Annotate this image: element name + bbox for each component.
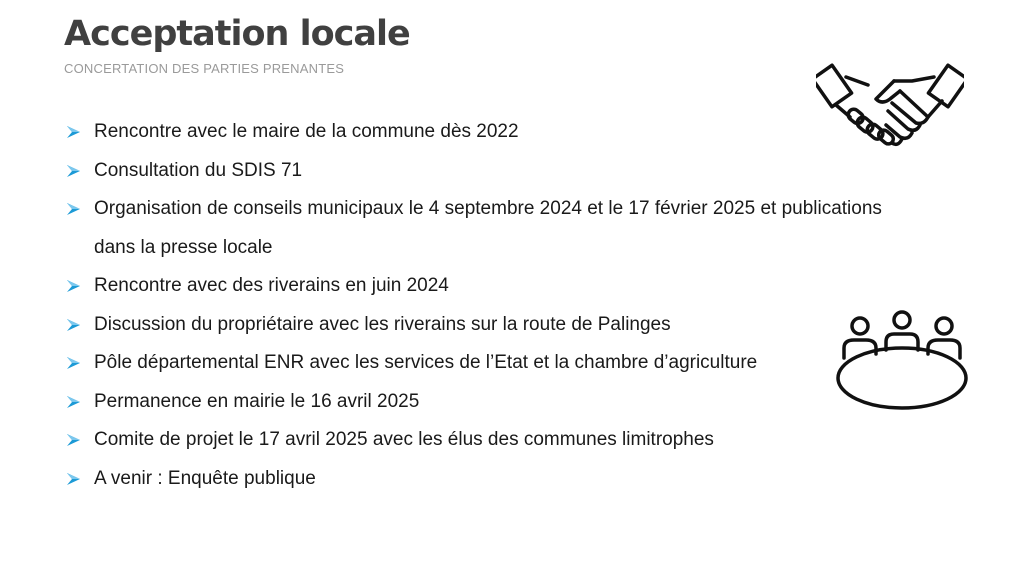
bullet-arrow-icon: [66, 125, 82, 139]
bullet-item: [66, 152, 886, 191]
bullet-item: [66, 344, 886, 383]
bullet-text: A venir : Enquête publique: [94, 467, 316, 489]
bullet-arrow-icon: [66, 164, 82, 178]
bullet-arrow-icon: [66, 356, 82, 370]
bullet-item: [66, 421, 886, 460]
bullet-list: [66, 113, 886, 498]
bullet-text: Consultation du SDIS 71: [94, 159, 303, 181]
bullet-item: [66, 267, 886, 306]
bullet-item: [66, 460, 886, 499]
bullet-item: [66, 306, 886, 345]
bullet-arrow-icon: [66, 472, 82, 486]
bullet-text: Discussion du propriétaire avec les riverains sur la route de Palinges: [94, 313, 671, 335]
bullet-text: Comite de projet le 17 avril 2025 avec les élus des communes limitrophes: [94, 429, 714, 450]
bullet-item: [66, 113, 886, 152]
bullet-arrow-icon: [66, 279, 82, 293]
bullet-item: [66, 190, 886, 267]
page-subtitle: CONCERTATION DES PARTIES PRENANTES: [64, 61, 345, 76]
bullet-text: Organisation de conseils municipaux le 4 septembre 2024 et le 17 février 2025 et publications dans la presse locale: [94, 198, 882, 258]
bullet-text: Permanence en mairie le 16 avril 2025: [94, 390, 420, 412]
page-title: Acceptation locale: [64, 14, 410, 54]
bullet-arrow-icon: [66, 395, 82, 409]
bullet-text: Pôle départemental ENR avec les services de l’Etat et la chambre d’agriculture: [94, 352, 758, 373]
bullet-arrow-icon: [66, 202, 82, 216]
handshake-icon: [816, 55, 964, 153]
bullet-text: Rencontre avec le maire de la commune dès 2022: [94, 121, 519, 142]
bullet-arrow-icon: [66, 433, 82, 447]
bullet-item: [66, 383, 886, 422]
bullet-arrow-icon: [66, 318, 82, 332]
bullet-text: Rencontre avec des riverains en juin 2024: [94, 275, 449, 296]
meeting-table-icon: [834, 308, 970, 412]
